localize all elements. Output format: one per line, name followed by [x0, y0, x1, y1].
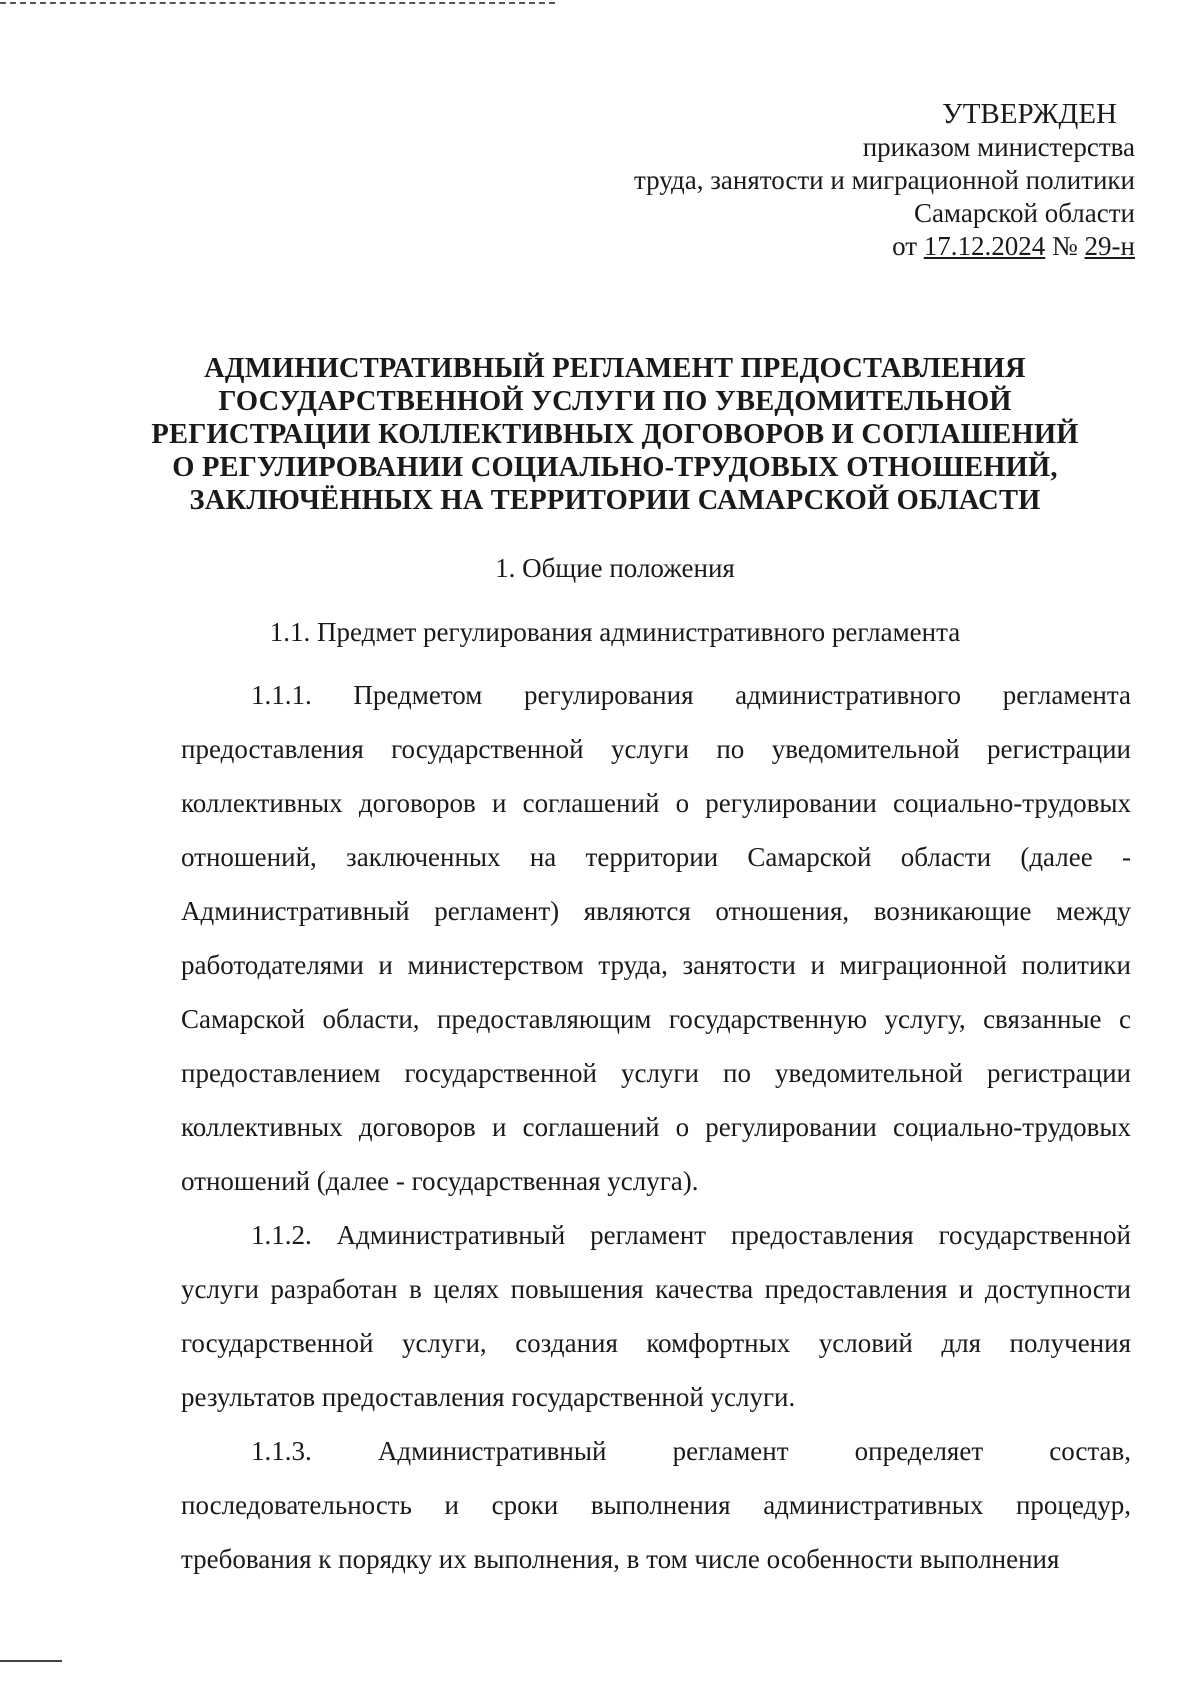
approval-heading: УТВЕРЖДЕН [942, 98, 1117, 130]
approval-stamp [634, 98, 1135, 263]
title-line: РЕГИСТРАЦИИ КОЛЛЕКТИВНЫХ ДОГОВОРОВ И СОГЛАШЕНИЙ [151, 419, 1079, 450]
approval-date: 17.12.2024 [923, 231, 1046, 261]
scan-edge-bottom [0, 1660, 62, 1662]
scan-edge-top [0, 2, 555, 4]
approval-line-1: приказом министерства [862, 132, 1135, 162]
title-line: ГОСУДАРСТВЕННОЙ УСЛУГИ ПО УВЕДОМИТЕЛЬНОЙ [218, 386, 1012, 417]
title-line: ЗАКЛЮЧЁННЫХ НА ТЕРРИТОРИИ САМАРСКОЙ ОБЛАСТИ [189, 485, 1041, 516]
approval-date-line [634, 230, 1135, 263]
section-heading: 1. Общие положения [495, 553, 735, 583]
number-sign: № [1052, 231, 1078, 261]
paragraph-1-1-1: 1.1.1. Предметом регулирования административного регламента предоставления государственной услуги по уведомительной регистрации коллективных договоров и соглашений о регулировании социально-трудовых отношений, заключенных на территории Самарской области (далее - Административный регламент) являются отношения, возникающие между работодателями и министерством труда, занятости и миграционной политики Самарской области, предоставляющим государственную услугу, связанные с предоставлением государственной услуги по уведомительной регистрации коллективных договоров и соглашений о регулировании социально-трудовых отношений (далее - государственная услуга). [181, 680, 1131, 1196]
approval-number: 29-н [1084, 231, 1135, 261]
date-prefix: от [892, 231, 918, 261]
approval-line-2: труда, занятости и миграционной политики [633, 165, 1135, 195]
document-title [150, 352, 1080, 517]
title-line: АДМИНИСТРАТИВНЫЙ РЕГЛАМЕНТ ПРЕДОСТАВЛЕНИЯ [204, 353, 1026, 384]
subsection-heading: 1.1. Предмет регулирования административного регламента [269, 617, 961, 647]
paragraph-1-1-2: 1.1.2. Административный регламент предоставления государственной услуги разработан в целях повышения качества предоставления и доступности государственной услуги, создания комфортных условий для получения результатов предоставления государственной услуги. [181, 1220, 1131, 1412]
title-line: О РЕГУЛИРОВАНИИ СОЦИАЛЬНО-ТРУДОВЫХ ОТНОШЕНИЙ, [172, 452, 1058, 483]
paragraph-1-1-3: 1.1.3. Административный регламент определяет состав, последовательность и сроки выполнения административных процедур, требования к порядку их выполнения, в том числе особенности выполнения [181, 1436, 1131, 1574]
approval-line-3: Самарской области [913, 198, 1135, 228]
body-text [181, 668, 1131, 1586]
